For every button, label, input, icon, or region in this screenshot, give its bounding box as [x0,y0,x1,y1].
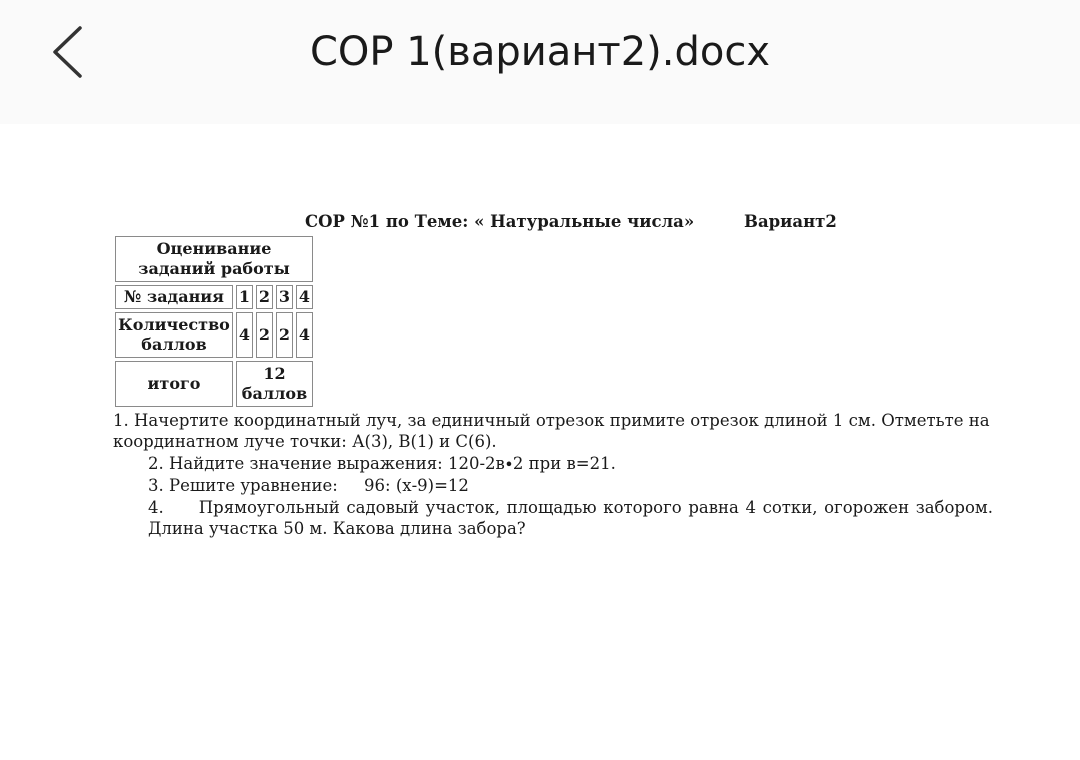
task-number-cell: 1 [236,285,253,309]
variant-label: Вариант2 [744,212,837,231]
document-title: СОР 1(вариант2).docx [309,29,771,75]
task-number-cell: 3 [276,285,293,309]
points-label: Количество баллов [115,312,233,358]
task-number-cell: 4 [296,285,313,309]
grading-header: Оценивание заданий работы [115,236,313,282]
points-row [115,312,313,358]
points-cell: 4 [236,312,253,358]
grading-header-row [115,236,313,282]
task-4-number: 4. [148,498,164,517]
points-cell: 2 [256,312,273,358]
total-row [115,361,313,407]
points-cell: 2 [276,312,293,358]
task-number-row [115,285,313,309]
task-3: 3. Решите уравнение: 96: (х-9)=12 [148,476,469,495]
grading-table [112,233,316,410]
task-number-cell: 2 [256,285,273,309]
points-cell: 4 [296,312,313,358]
task-number-label: № задания [115,285,233,309]
task-4-text: Прямоугольный садовый участок, площадью которого равна 4 сотки, огорожен забором. Длина участка 50 м. Какова длина забора? [148,498,993,538]
document-heading: СОР №1 по Теме: « Натуральные числа» [305,212,695,231]
total-value: 12 баллов [236,361,313,407]
task-2: 2. Найдите значение выражения: 120-2в∙2 при в=21. [148,454,616,473]
total-label: итого [115,361,233,407]
task-4 [148,497,993,539]
task-1: 1. Начертите координатный луч, за единичный отрезок примите отрезок длиной 1 см. Отметьте на координатном луче точки: А(3), В(1) и С(6). [113,411,990,451]
